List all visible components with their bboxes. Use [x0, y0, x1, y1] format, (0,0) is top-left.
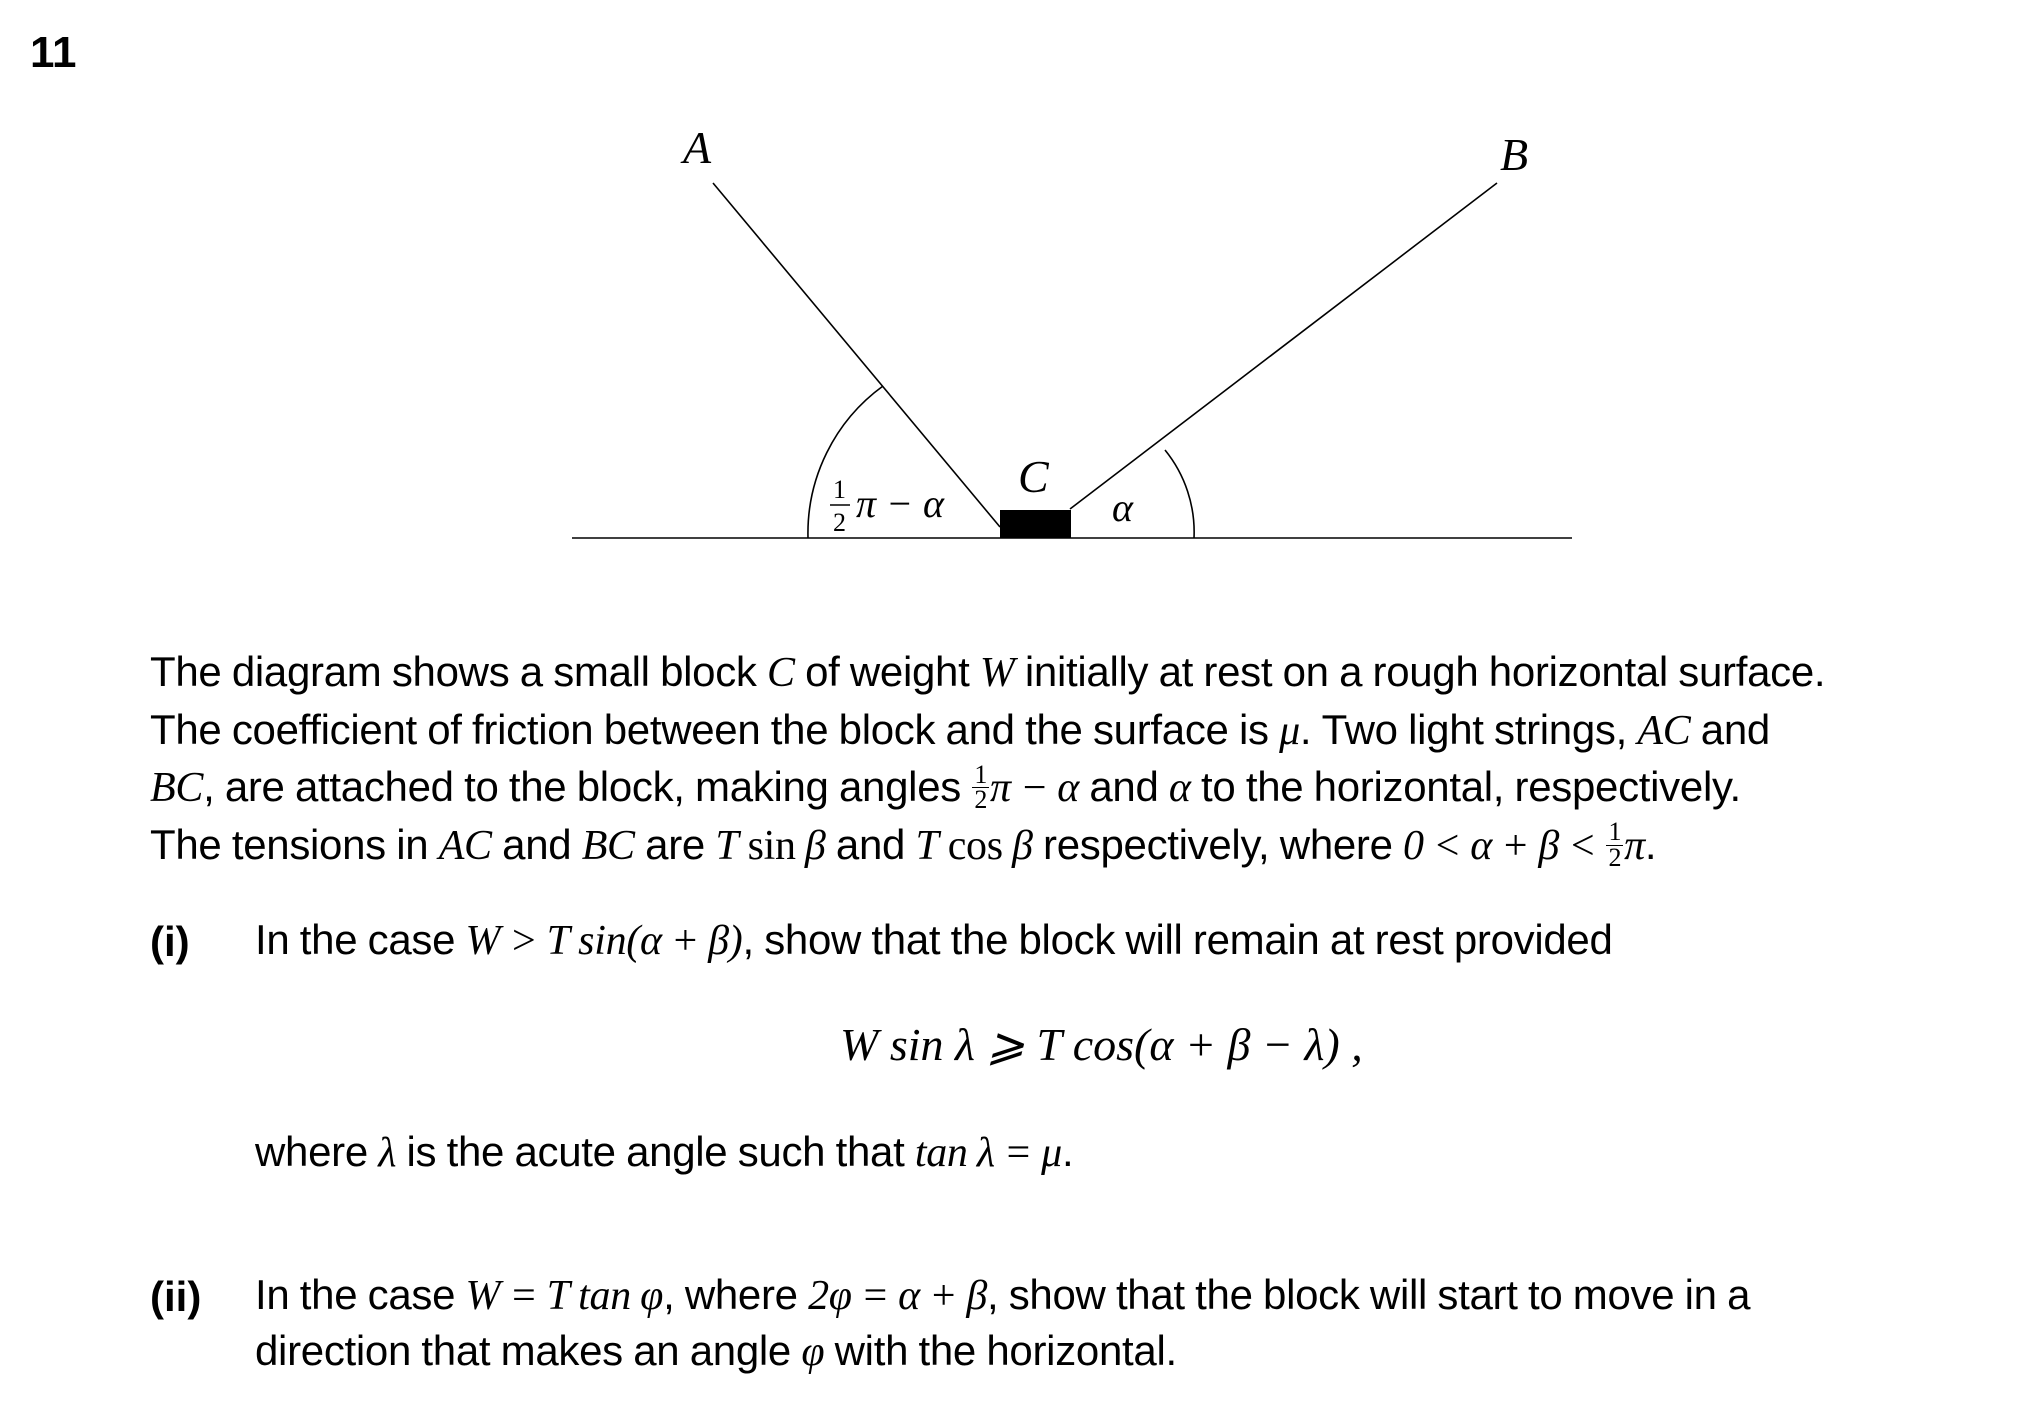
part-ii-line-1: In the case W = T tan φ, where 2φ = α + β, show that the block will start to move in a	[255, 1271, 1751, 1319]
label-b: B	[1500, 129, 1529, 180]
intro-line-4: The tensions in AC and BC are T sin β and T cos β respectively, where 0 < α + β < $\frac{1}{2}$ π.	[150, 817, 1657, 872]
question-number: 11	[30, 28, 77, 77]
angle-left-frac-num: 1	[833, 475, 846, 504]
part-i-label: (i)	[150, 918, 190, 965]
fraction-half: $\frac{1}{2}$	[1608, 817, 1622, 872]
intro-paragraph	[150, 644, 2000, 874]
angle-left-frac-den: 2	[833, 508, 846, 537]
angle-arc-right	[1165, 450, 1194, 538]
force-diagram	[0, 0, 2023, 600]
angle-left-rest: π − α	[856, 481, 945, 526]
intro-line-1: The diagram shows a small block C of weight W initially at rest on a rough horizontal surface.	[150, 648, 1826, 696]
string-bc	[1070, 183, 1497, 509]
label-c: C	[1018, 451, 1049, 502]
block-c	[1000, 510, 1071, 538]
label-a: A	[683, 122, 712, 173]
part-i-line-2: where λ is the acute angle such that tan λ = μ.	[255, 1128, 1074, 1176]
angle-right-label: α	[1112, 485, 1133, 530]
string-ac	[713, 183, 1000, 527]
intro-line-2: The coefficient of friction between the block and the surface is μ. Two light strings, AC and	[150, 705, 1770, 754]
part-i-display-equation: W sin λ ⩾ T cos(α + β − λ) ,	[840, 1019, 1363, 1070]
part-ii-label: (ii)	[150, 1273, 202, 1320]
part-ii-line-2: direction that makes an angle φ with the horizontal.	[255, 1327, 1177, 1375]
part-i-line-1: In the case W > T sin(α + β), show that the block will remain at rest provided	[255, 916, 1613, 964]
fraction-half: $\frac{1}{2}$	[974, 759, 988, 815]
intro-line-3: BC, are attached to the block, making angles $\frac{1}{2}$ π − α and α to the horizontal, respectively.	[150, 759, 1741, 815]
